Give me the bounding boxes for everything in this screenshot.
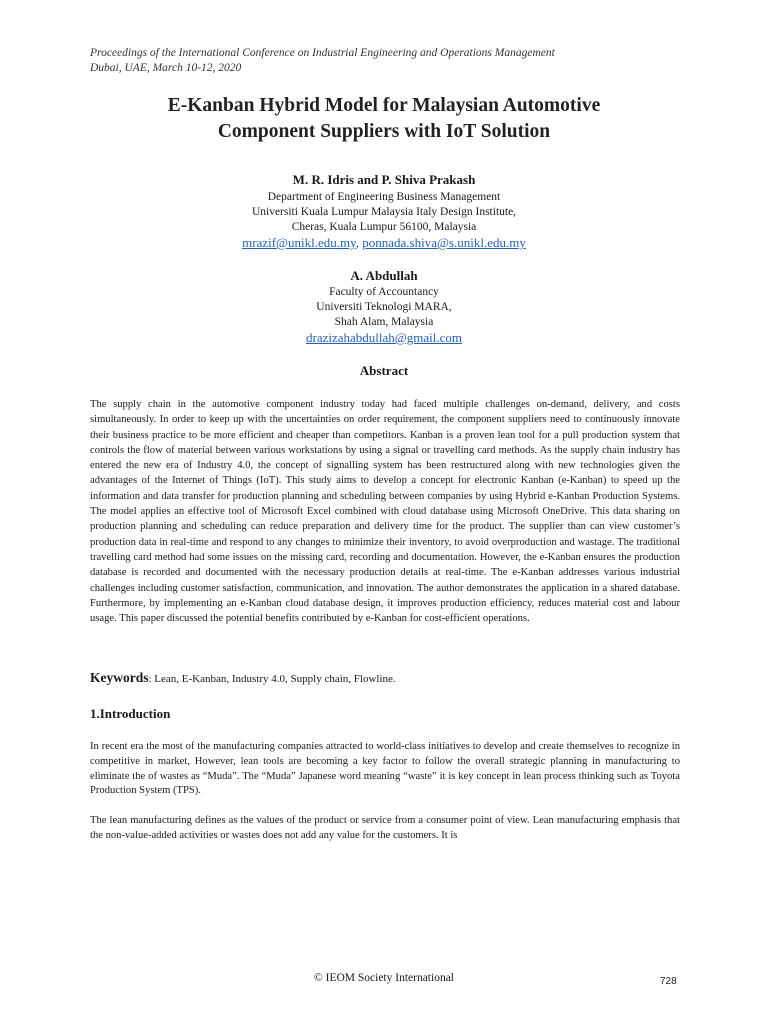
- footer-copyright: © IEOM Society International: [314, 972, 454, 984]
- title-line-2: Component Suppliers with IoT Solution: [217, 121, 551, 142]
- title-line-1: E-Kanban Hybrid Model for Malaysian Automotive: [167, 95, 601, 116]
- email-link[interactable]: ponnada.shiva@s.unikl.edu.my: [362, 235, 526, 250]
- affiliation-line: Department of Engineering Business Management: [267, 191, 501, 203]
- intro-paragraph-1: In recent era the most of the manufacturing companies attracted to world-class initiatives to develop and create themselves to recognize in competitive in market, However, lean tools are becoming a key factor to follow the overall strategic planning in manufacturing to eliminate the of wastes as “Muda”. The “Muda” Japanese word meaning “waste” it is key concept in lean process thinking such as Toyota Production System (TPS).: [90, 741, 680, 797]
- author-block-1: [60, 172, 708, 251]
- affiliation-line: Cheras, Kuala Lumpur 56100, Malaysia: [291, 221, 477, 233]
- author-names: A. Abdullah: [350, 268, 418, 283]
- author-emails: [60, 330, 708, 346]
- affiliation-line: Universiti Teknologi MARA,: [316, 301, 452, 313]
- keywords-label: Keywords: [90, 670, 149, 685]
- conference-location-date: Dubai, UAE, March 10-12, 2020: [90, 62, 242, 74]
- abstract-heading: Abstract: [359, 363, 409, 378]
- section-heading-introduction: 1.Introduction: [90, 706, 171, 721]
- email-link[interactable]: mrazif@unikl.edu.my: [242, 235, 356, 250]
- keywords-list: : Lean, E-Kanban, Industry 4.0, Supply chain, Flowline.: [148, 673, 396, 685]
- affiliation-line: Universiti Kuala Lumpur Malaysia Italy Design Institute,: [251, 206, 517, 218]
- page-number: 728: [660, 976, 677, 987]
- intro-paragraph-2: The lean manufacturing defines as the values of the product or service from a consumer point of view. Lean manufacturing emphasis that the non-value-added activities or wastes does not add any value for the customers. It is: [90, 815, 680, 841]
- author-emails: [60, 235, 708, 251]
- author-names: M. R. Idris and P. Shiva Prakash: [292, 172, 476, 187]
- author-block-2: [60, 268, 708, 346]
- keywords-line: [90, 670, 680, 687]
- abstract-text: The supply chain in the automotive component industry today had faced multiple challenges on-demand, delivery, and costs simultaneously. In order to keep up with the uncertainties on order requirement, the component suppliers need to continuously innovate their business practice to be more efficient and cheaper than competitors. Kanban is a proven lean tool for a pull production system that controls the flow of material between various workstations by using a signal or travelling card methods. As the supply chain industry has entered the new era of Industry 4.0, the concept of signalling system has been restructured along with new technologies given the advantages of the Internet of Things (IoT). This study aims to develop a concept for electronic Kanban (e-Kanban) to speed up the information and data transfer for production planning and scheduling between companies by using Hybrid e-Kanban Production Systems. The model applies an effective tool of Microsoft Excel combined with cloud database using Microsoft OneDrive. This data sharing on production planning and scheduling can reduce preparation and delivery time for the product. The supplier than can view customer’s production data in real-time and respond to any changes to minimize their inventory, to avoid overproduction and wastage. The traditional travelling card method had some issues on the missing card, recording and documentation. However, the e-Kanban ensures the production database is recorded and documented with the necessary production details at real-time. The e-Kanban addresses various industrial challenges including customer satisfaction, communication, and innovation. The author demonstrates the application in a shared database. Furthermore, by implementing an e-Kanban cloud database design, it improves production efficiency, reduces material cost and labour usage. This paper discussed the potential benefits contributed by e-Kanban for cost-efficient operations.: [90, 399, 680, 625]
- email-link[interactable]: drazizahabdullah@gmail.com: [306, 330, 462, 345]
- email-separator: ,: [355, 235, 363, 250]
- affiliation-line: Faculty of Accountancy: [329, 286, 439, 298]
- conference-name: Proceedings of the International Conference on Industrial Engineering and Operations Management: [90, 47, 555, 59]
- paper-title: [60, 93, 708, 145]
- affiliation-line: Shah Alam, Malaysia: [334, 316, 434, 328]
